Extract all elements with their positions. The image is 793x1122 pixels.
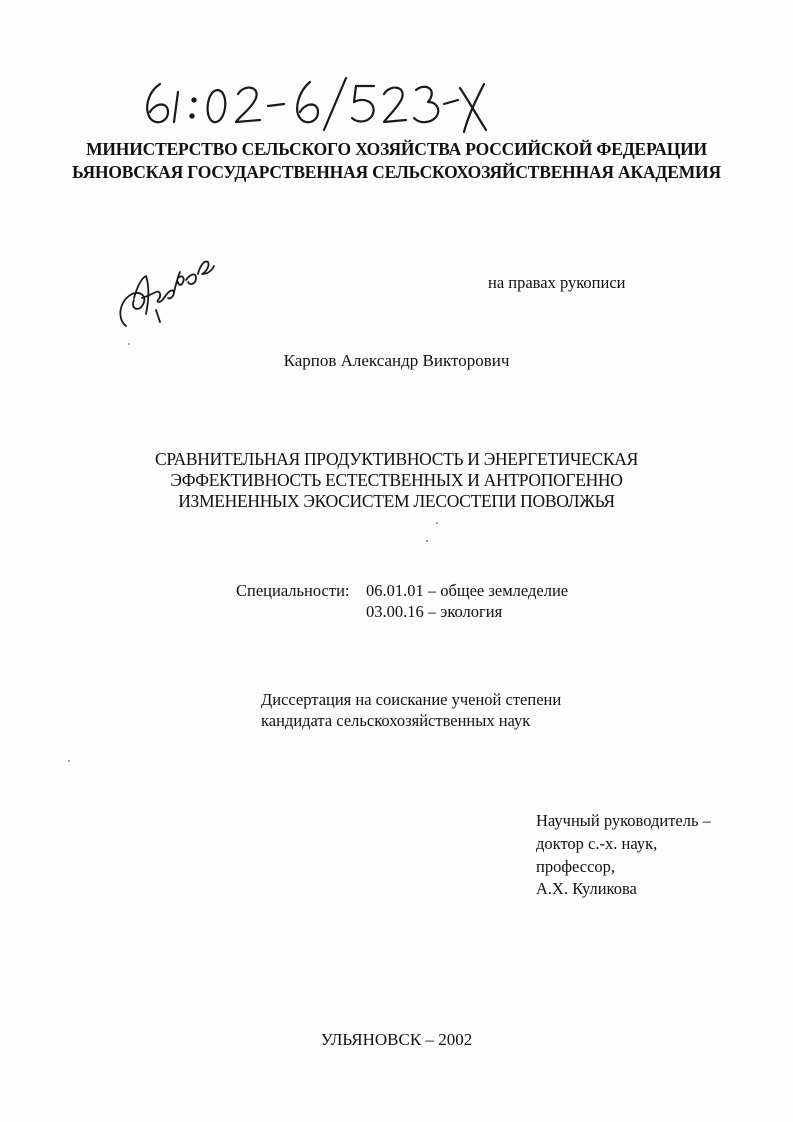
scan-speck [426,540,428,542]
supervisor-name: А.Х. Куликова [536,879,637,898]
dissertation-title-line-2: ЭФФЕКТИВНОСТЬ ЕСТЕСТВЕННЫХ И АНТРОПОГЕННО [170,470,623,490]
degree-statement-line-2: кандидата сельскохозяйственных наук [261,711,531,730]
handwritten-catalog-mark [138,70,498,140]
dissertation-title-line-1: СРАВНИТЕЛЬНАЯ ПРОДУКТИВНОСТЬ И ЭНЕРГЕТИЧЕСКАЯ [155,449,638,469]
scan-speck [436,522,438,524]
specialty-item: 03.00.16 – экология [366,602,503,621]
dissertation-title-line-3: ИЗМЕНЕННЫХ ЭКОСИСТЕМ ЛЕСОСТЕПИ ПОВОЛЖЬЯ [178,491,615,511]
city-and-year: УЛЬЯНОВСК – 2002 [320,1030,473,1049]
manuscript-rights-note: на правах рукописи [488,273,626,292]
specialty-item: 06.01.01 – общее земледелие [366,581,569,600]
supervisor-degree: доктор с.-х. наук, [536,834,658,853]
handwritten-signature [112,248,222,338]
author-name: Карпов Александр Викторович [283,351,510,370]
scan-speck [68,760,70,762]
degree-statement-line-1: Диссертация на соискание ученой степени [261,690,562,709]
supervisor-role: Научный руководитель – [536,811,711,830]
supervisor-title: профессор, [536,857,616,876]
scan-speck [128,343,130,345]
ministry-heading: МИНИСТЕРСТВО СЕЛЬСКОГО ХОЗЯЙСТВА РОССИЙСКОЙ ФЕДЕРАЦИИ [86,139,707,159]
academy-heading: ЬЯНОВСКАЯ ГОСУДАРСТВЕННАЯ СЕЛЬСКОХОЗЯЙСТВЕННАЯ АКАДЕМИЯ [72,162,721,182]
specialties-label: Специальности: [236,581,350,600]
